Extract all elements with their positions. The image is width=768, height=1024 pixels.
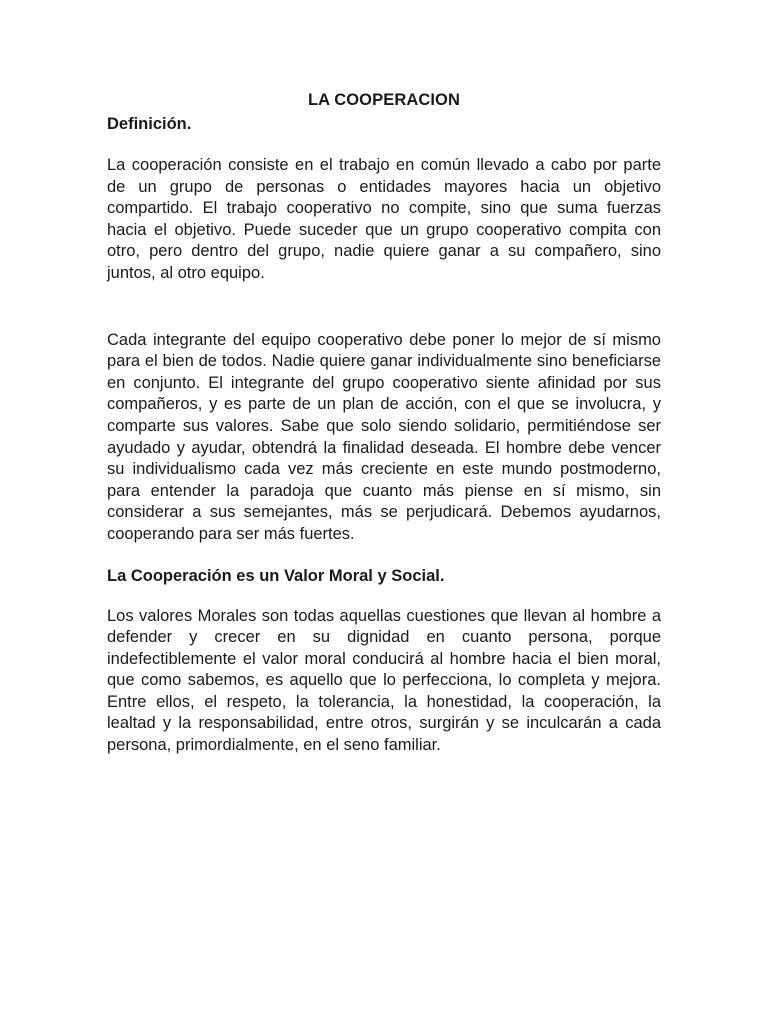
section-heading: La Cooperación es un Valor Moral y Social. — [107, 566, 445, 585]
document-title: LA COOPERACION — [307, 91, 461, 109]
definition-heading: Definición. — [107, 115, 192, 133]
document-page — [107, 88, 661, 757]
paragraph: Cada integrante del equipo cooperativo debe poner lo mejor de sí mismo para el bien de todos. Nadie quiere ganar individualmente sino beneficiarse en conjunto. El integrante del grupo cooperativo siente afinidad por sus compañeros, y es parte de un plan de acción, con el que se involucra, y comparte sus valores. Sabe que solo siendo solidario, permitiéndose ser ayudado y ayudar, obtendrá la finalidad deseada. El hombre debe vencer su individualismo cada vez más creciente en este mundo postmoderno, para entender la paradoja que cuanto más piense en sí mismo, sin considerar a sus semejantes, más se perjudicará. Debemos ayudarnos, cooperando para ser más fuertes. — [107, 330, 661, 543]
paragraph: Los valores Morales son todas aquellas cuestiones que llevan al hombre a defender y crecer en su dignidad en cuanto persona, porque indefectiblemente el valor moral conducirá al hombre hacia el bien moral, que como sabemos, es aquello que lo perfecciona, lo completa y mejora. Entre ellos, el respeto, la tolerancia, la honestidad, la cooperación, la lealtad y la responsabilidad, entre otros, surgirán y se inculcarán a cada persona, primordialmente, en el seno familiar. — [107, 606, 661, 755]
paragraph: La cooperación consiste en el trabajo en común llevado a cabo por parte de un grupo de personas o entidades mayores hacia un objetivo compartido. El trabajo cooperativo no compite, sino que suma fuerzas hacia el objetivo. Puede suceder que un grupo cooperativo compita con otro, pero dentro del grupo, nadie quiere ganar a su compañero, sino juntos, al otro equipo. — [107, 156, 661, 282]
